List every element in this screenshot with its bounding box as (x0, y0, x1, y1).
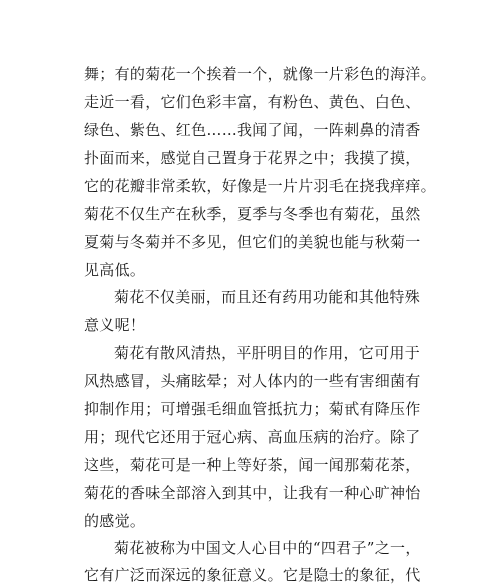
paragraph-line: 见高低。 (84, 261, 146, 279)
paragraph-line: 菊花不仅美丽，而且还有药用功能和其他特殊 (114, 288, 421, 306)
paragraph-line: 用；现代它还用于冠心病、高血压病的治疗。除了 (84, 428, 421, 446)
paragraph-line: 绿色、紫色、红色……我闻了闻，一阵刺鼻的清香 (84, 121, 421, 139)
paragraph-line: 这些，菊花可是一种上等好茶，闻一闻那菊花茶， (84, 456, 421, 474)
paragraph-line: 抑制作用；可增强毛细血管抵抗力；菊甙有降压作 (84, 400, 421, 418)
paragraph-line: 菊花的香味全部溶入到其中，让我有一种心旷神怡 (84, 484, 421, 502)
paragraph-line: 它的花瓣非常柔软，好像是一片片羽毛在挠我痒痒。 (84, 177, 436, 195)
paragraph-line: 走近一看，它们色彩丰富，有粉色、黄色、白色、 (84, 93, 421, 111)
paragraph-line: 舞；有的菊花一个挨着一个，就像一片彩色的海洋。 (84, 65, 436, 83)
paragraph-line: 夏菊与冬菊并不多见，但它们的美貌也能与秋菊一 (84, 233, 421, 251)
paragraph-line: 菊花不仅生产在秋季，夏季与冬季也有菊花，虽然 (84, 205, 421, 223)
paragraph-line: 扑面而来，感觉自己置身于花界之中；我摸了摸， (84, 149, 421, 167)
paragraph-line: 意义呢！ (84, 316, 146, 334)
paragraph-line: 风热感冒，头痛眩晕；对人体内的一些有害细菌有 (84, 372, 421, 390)
paragraph-line: 它有广泛而深远的象征意义。它是隐士的象征，代 (84, 566, 421, 584)
paragraph-line: 菊花被称为中国文人心目中的“四君子”之一， (114, 539, 421, 557)
paragraph-line: 菊花有散风清热，平肝明目的作用，它可用于 (114, 344, 421, 362)
paragraph-line: 的感觉。 (84, 512, 146, 530)
